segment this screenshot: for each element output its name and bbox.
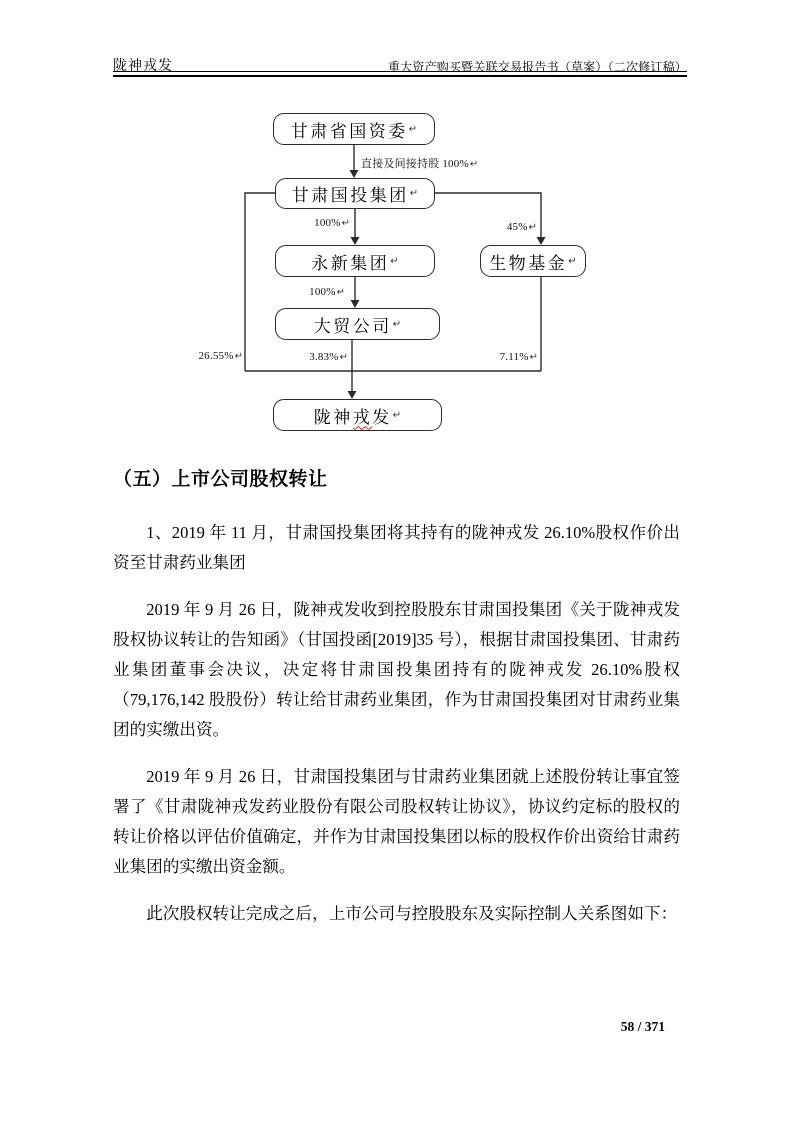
diagram-node-gansu-sasac bbox=[273, 113, 435, 145]
return-mark-icon: ↵ bbox=[339, 352, 348, 363]
header-report-title: 重大资产购买暨关联交易报告书（草案）（二次修订稿） bbox=[387, 60, 687, 74]
return-mark-icon: ↵ bbox=[390, 255, 399, 267]
ownership-structure-diagram bbox=[180, 105, 610, 437]
paragraph-4: 此次股权转让完成之后，上市公司与控股股东及实际控制人关系图如下： bbox=[146, 904, 678, 923]
page-number: 58 / 371 bbox=[620, 1019, 665, 1034]
node-label bbox=[314, 403, 392, 428]
edge-label-100-damao: 100%↵ bbox=[309, 286, 345, 298]
return-mark-icon: ↵ bbox=[568, 255, 577, 267]
node-label: 甘肃国投集团 bbox=[291, 186, 409, 205]
return-mark-icon: ↵ bbox=[341, 218, 350, 229]
edge-label-2655: 26.55%↵ bbox=[198, 350, 243, 362]
node-label-part: 发 bbox=[372, 407, 392, 427]
section-heading: （五）上市公司股权转让 bbox=[113, 469, 328, 490]
edge-label-45-biofund: 45%↵ bbox=[506, 221, 537, 233]
return-mark-icon: ↵ bbox=[469, 159, 479, 170]
diagram-node-yongxin-group bbox=[275, 245, 435, 277]
return-mark-icon: ↵ bbox=[392, 409, 402, 421]
node-label: 甘肃省国资委 bbox=[290, 121, 408, 141]
return-mark-icon: ↵ bbox=[409, 188, 419, 199]
return-mark-icon: ↵ bbox=[336, 287, 345, 298]
node-label-part: 陇神 bbox=[313, 407, 353, 427]
edge-label-383: 3.83%↵ bbox=[309, 351, 348, 363]
return-mark-icon: ↵ bbox=[234, 351, 243, 362]
return-mark-icon: ↵ bbox=[528, 222, 537, 233]
return-mark-icon: ↵ bbox=[529, 352, 538, 363]
diagram-node-damao-company bbox=[275, 308, 440, 340]
diagram-node-gansu-guotou bbox=[275, 178, 435, 209]
edge-label-100-yongxin: 100%↵ bbox=[314, 217, 350, 229]
return-mark-icon: ↵ bbox=[392, 318, 402, 330]
node-label: 大贸公司 bbox=[313, 316, 392, 336]
header-divider bbox=[113, 71, 687, 77]
node-label: 永新集团 bbox=[311, 253, 390, 273]
node-label: 生物基金 bbox=[489, 253, 568, 273]
paragraph-2: 2019 年 9 月 26 日，陇神戎发收到控股股东甘肃国投集团《关于陇神戎发股权协议转让的告知函》（甘国投函[2019]35 号），根据甘肃国投集团、甘肃药业集团董事会决议，决定将甘肃国投集团持有的陇神戎发 26.10%股权（79,176,142 股股份）转让给甘肃药业集团，作为甘肃国投集团对甘肃药业集团的实缴出资。 bbox=[113, 600, 680, 739]
diagram-node-longshen bbox=[273, 399, 442, 431]
spellcheck-underline: 戎 bbox=[352, 407, 373, 427]
edge-label-direct-indirect-100: 直接及间接持股 100%↵ bbox=[361, 158, 479, 170]
return-mark-icon: ↵ bbox=[408, 123, 418, 135]
diagram-node-bio-fund bbox=[480, 245, 586, 277]
paragraph-3: 2019 年 9 月 26 日，甘肃国投集团与甘肃药业集团就上述股份转让事宜签署了《甘肃陇神戎发药业股份有限公司股权转让协议》，协议约定标的股权的转让价格以评估价值确定，并作为甘肃国投集团以标的股权作价出资给甘肃药业集团的实缴出资金额。 bbox=[113, 767, 680, 876]
header-company-name: 陇神戎发 bbox=[113, 59, 173, 74]
paragraph-1: 1、2019 年 11 月，甘肃国投集团将其持有的陇神戎发 26.10%股权作价出资至甘肃药业集团 bbox=[113, 523, 680, 572]
edge-label-711: 7.11%↵ bbox=[499, 351, 538, 363]
document-body bbox=[113, 464, 680, 929]
